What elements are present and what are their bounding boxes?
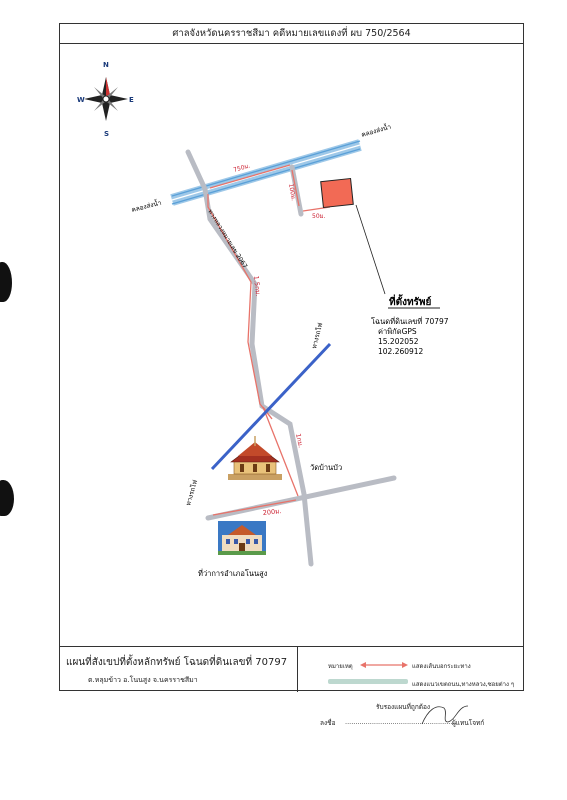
road-network bbox=[188, 152, 394, 564]
property-marker bbox=[321, 179, 354, 208]
sign-label: ลงชื่อ bbox=[320, 719, 336, 727]
compass-e: E bbox=[129, 96, 134, 104]
property-lon: 102.260912 bbox=[378, 347, 424, 356]
dist-1-5km-label: 1.5กม. bbox=[252, 275, 263, 297]
canal-top-label: คลองส่งน้ำ bbox=[360, 122, 393, 139]
header-title: ศาลจังหวัดนครราชสีมา คดีหมายเลขแดงที่ ผบ 750/2564 bbox=[60, 24, 523, 44]
property-gps-label: ค่าพิกัดGPS bbox=[378, 327, 417, 336]
signature-dotted-line: ...................................................... bbox=[345, 718, 457, 726]
scan-artifact-top bbox=[0, 262, 12, 302]
compass-rose-icon bbox=[84, 77, 128, 121]
railway bbox=[212, 344, 330, 469]
map-frame bbox=[59, 23, 524, 691]
plan-title: แผนที่สังเขปที่ตั้งหลักทรัพย์ โฉนดที่ดินเลขที่ 70797 bbox=[66, 657, 288, 668]
property-heading: ที่ตั้งทรัพย์ bbox=[389, 297, 432, 308]
dist-750-label: 750ม. bbox=[232, 162, 252, 174]
temple-label: วัดบ้านบัว bbox=[310, 463, 343, 472]
rail-top-label: ทางรถไฟ bbox=[310, 321, 325, 350]
map-canvas bbox=[60, 24, 525, 646]
dist-50-label: 50ม. bbox=[312, 213, 326, 220]
dist-1km-label: 1กม. bbox=[294, 432, 305, 449]
property-lat: 15.202052 bbox=[378, 337, 419, 346]
compass-s: S bbox=[104, 130, 110, 138]
legend-route-text: แสดงเส้นบอกระยะทาง bbox=[412, 663, 471, 670]
certify-text: รับรองแผนที่ถูกต้อง bbox=[376, 703, 431, 711]
highway-label: ทางหลวงหมายเลข 2067 bbox=[206, 208, 249, 270]
canal-left-label: คลองส่งน้ำ bbox=[130, 198, 163, 214]
property-leader-line bbox=[356, 205, 385, 294]
footer-plan-panel bbox=[60, 647, 298, 692]
footer bbox=[60, 646, 523, 692]
district-office-label: ที่ว่าการอำเภอโนนสูง bbox=[198, 569, 268, 578]
legend-road-text: แสดงแนวเขตถนน,ทางหลวง,ซอยต่าง ๆ bbox=[412, 681, 515, 688]
compass-w: W bbox=[77, 96, 85, 104]
dist-100-label: 100ม. bbox=[287, 183, 297, 202]
rail-bottom-label: ทางรถไฟ bbox=[184, 478, 200, 507]
legend-road-swatch-icon bbox=[328, 678, 408, 686]
signature-block bbox=[300, 700, 540, 740]
legend-label: หมายเหตุ bbox=[328, 663, 353, 670]
plan-location: ต.หลุมข้าว อ.โนนสูง จ.นครราชสีมา bbox=[88, 676, 198, 684]
plaintiff-representative-label: ผู้แทนโจทก์ bbox=[452, 719, 485, 727]
district-office-icon bbox=[218, 521, 266, 555]
dist-200-label: 200ม. bbox=[262, 507, 282, 517]
legend-route-arrow-icon bbox=[360, 661, 408, 669]
compass-n: N bbox=[103, 61, 109, 69]
scan-artifact-bottom bbox=[0, 480, 14, 516]
property-deed: โฉนดที่ดินเลขที่ 70797 bbox=[371, 317, 449, 326]
